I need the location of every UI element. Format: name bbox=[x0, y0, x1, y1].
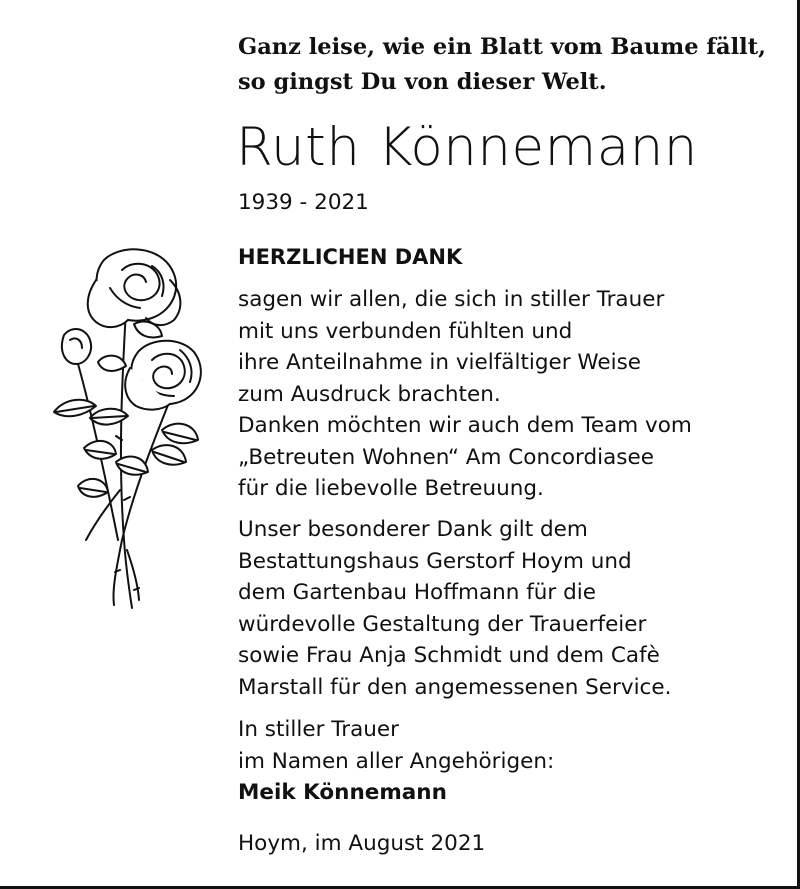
text-line: für die liebevolle Betreuung. bbox=[238, 476, 544, 501]
verse-line: so gingst Du von dieser Welt. bbox=[238, 69, 607, 95]
thanks-heading: HERZLICHEN DANK bbox=[238, 245, 463, 269]
closing-line: In stiller Trauer bbox=[238, 717, 399, 742]
signer-name: Meik Könnemann bbox=[238, 780, 447, 805]
text-line: Marstall für den angemessenen Service. bbox=[238, 674, 672, 700]
deceased-name: Ruth Könnemann bbox=[236, 117, 698, 178]
verse-line: Ganz leise, wie ein Blatt vom Baume fällt, bbox=[238, 34, 766, 60]
text-line: Unser besonderer Dank gilt dem bbox=[238, 517, 588, 542]
thanks-paragraph bbox=[238, 284, 692, 505]
life-years: 1939 - 2021 bbox=[238, 190, 369, 215]
text-line: ihre Anteilnahme in vielfältiger Weise bbox=[238, 350, 642, 375]
text-line: „Betreuten Wohnen“ Am Concordiasee bbox=[238, 444, 654, 470]
text-line: würdevolle Gestaltung der Trauerfeier bbox=[238, 611, 647, 637]
text-line: Bestattungshaus Gerstorf Hoym und bbox=[238, 548, 632, 574]
text-line: Danken möchten wir auch dem Team vom bbox=[238, 413, 692, 438]
place-date: Hoym, im August 2021 bbox=[238, 831, 486, 856]
text-line: mit uns verbunden fühlten und bbox=[238, 318, 573, 344]
special-thanks-paragraph bbox=[238, 514, 671, 703]
rose-bouquet-icon bbox=[34, 240, 204, 612]
text-line: sowie Frau Anja Schmidt und dem Cafè bbox=[238, 643, 660, 668]
closing-block bbox=[238, 714, 554, 809]
text-line: zum Ausdruck brachten. bbox=[238, 381, 501, 407]
text-line: sagen wir allen, die sich in stiller Trauer bbox=[238, 287, 665, 312]
closing-line: im Namen aller Angehörigen: bbox=[238, 748, 555, 774]
memorial-verse bbox=[238, 30, 766, 100]
text-line: dem Gartenbau Hoffmann für die bbox=[238, 580, 596, 605]
